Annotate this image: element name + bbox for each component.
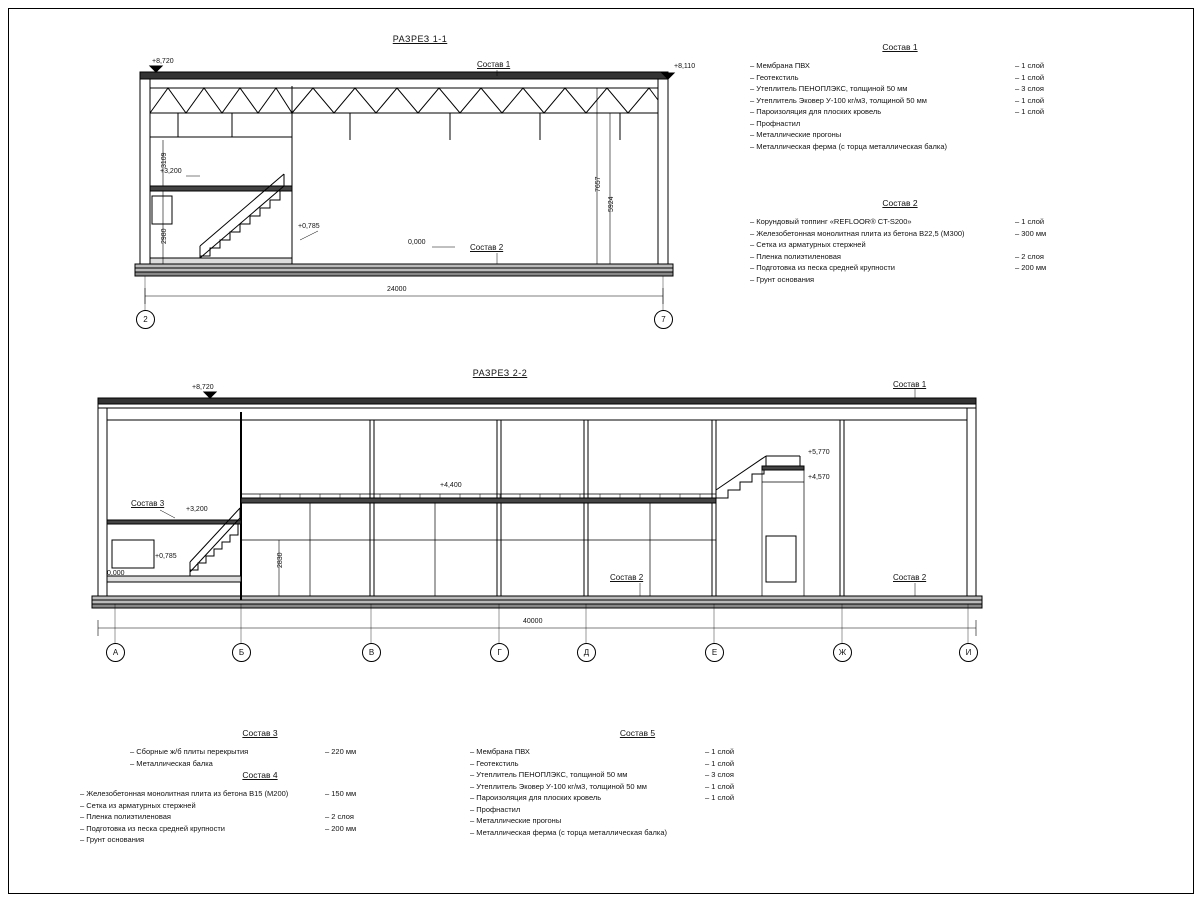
section1-axis-7: 7 [654,310,673,329]
spec5-row: – Профнастил [470,804,521,814]
section2-level-4400: +4,400 [440,482,462,489]
spec1-row: – Профнастил [750,118,801,128]
spec5-row: – Геотекстиль – 1 слой [470,758,735,768]
section1-dim-5924: 5924 [608,196,615,212]
section1-dim-7657: 7657 [595,176,602,192]
spec4-row: – Грунт основания [80,835,145,844]
spec1-row: – Металлические прогоны [750,130,842,139]
section2-axis-zh: Ж [833,643,852,662]
section2-axis-i: И [959,643,978,662]
section2-axis-e: Е [705,643,724,662]
section2-callout-sostav2-mid: Состав 2 [610,573,644,582]
spec1-row: – Утеплитель Эковер У-100 кг/м3, толщиной 50 мм – 1 слой [750,95,1045,105]
spec4-row: – Сетка из арматурных стержней [80,800,196,810]
spec3-title: Состав 3 [242,728,278,738]
spec5-row: – Утеплитель ПЕНОПЛЭКС, толщиной 50 мм – 3 слоя [470,770,734,779]
section1-axis-2: 2 [136,310,155,329]
section1-callout-sostav2: Состав 2 [470,243,504,252]
spec1-row: – Металлическая ферма (с торца металлическая балка) [750,141,947,151]
spec5-row: – Мембрана ПВХ – 1 слой [470,747,735,756]
spec3-row: – Сборные ж/б плиты перекрытия – 220 мм [130,747,357,756]
spec3-row: – Металлическая балка [130,758,213,768]
spec5-title: Состав 5 [619,728,656,738]
section1-dim-3109: 3109 [161,152,168,168]
spec2-row: – Грунт основания [750,274,815,284]
spec1-row: – Мембрана ПВХ – 1 слой [750,61,1045,70]
section2-level-0000: 0,000 [107,570,125,577]
spec5-row: – Пароизоляция для плоских кровель – 1 слой [470,793,735,802]
section2-level-3200: +3,200 [186,506,208,513]
section1-level-8110: +8,110 [674,63,696,70]
spec2-title: Состав 2 [882,198,918,208]
spec5-row: – Металлическая ферма (с торца металлическая балка) [470,827,667,837]
spec2-row: – Пленка полиэтиленовая – 2 слоя [750,251,1044,261]
section2-level-4570: +4,570 [808,474,830,481]
section2-axis-g: Г [490,643,509,662]
section1-level-3200: +3,200 [160,168,182,175]
section1-callout-sostav1: Состав 1 [477,60,511,69]
spec5-block [470,728,770,838]
spec2-row: – Сетка из арматурных стержней [750,240,866,249]
section2-level-5770: +5,770 [808,449,830,456]
section1-level-0785: +0,785 [298,223,320,230]
spec2-row: – Железобетонная монолитная плита из бетона В22,5 (М300) – 300 мм [750,228,1047,238]
section2-overall-dim: 40000 [523,618,543,625]
section2-level-8720: +8,720 [192,384,214,391]
spec1-row: – Геотекстиль – 1 слой [750,72,1045,82]
spec4-row: – Подготовка из песка средней крупности – 200 мм [80,823,357,833]
section1-overall-dim: 24000 [387,286,407,293]
spec2-row: – Подготовка из песка средней крупности – 200 мм [750,263,1047,272]
spec4-title: Состав 4 [242,770,278,780]
section2-callout-sostav3: Состав 3 [131,499,165,508]
section1-level-0000: 0,000 [408,239,426,246]
section2-title: РАЗРЕЗ 2-2 [472,368,528,378]
spec2-row: – Корундовый топпинг «REFLOOR® CT-S200» – 1 слой [750,217,1045,226]
spec3-block [130,728,390,769]
section2-dim-2830: 2830 [277,552,284,568]
spec4-block [80,770,390,846]
section2-level-0785: +0,785 [155,553,177,560]
spec1-row: – Пароизоляция для плоских кровель – 1 слой [750,107,1045,116]
section2-callout-sostav1: Состав 1 [893,380,927,389]
section2-callout-sostav2-right: Состав 2 [893,573,927,582]
section2-axis-v: В [362,643,381,662]
spec5-row: – Металлические прогоны [470,816,562,825]
section1-title: РАЗРЕЗ 1-1 [392,34,448,44]
spec1-row: – Утеплитель ПЕНОПЛЭКС, толщиной 50 мм – 3 слоя [750,84,1044,93]
section2-axis-b: Б [232,643,251,662]
spec4-row: – Железобетонная монолитная плита из бетона В15 (М200) – 150 мм [80,789,357,798]
spec1-title: Состав 1 [882,42,918,52]
spec5-row: – Утеплитель Эковер У-100 кг/м3, толщиной 50 мм – 1 слой [470,781,735,791]
section2-axis-d: Д [577,643,596,662]
spec4-row: – Пленка полиэтиленовая – 2 слоя [80,812,354,821]
section2-axis-a: А [106,643,125,662]
section1-level-8720: +8,720 [152,58,174,65]
section1-dim-2980: 2980 [161,228,168,244]
